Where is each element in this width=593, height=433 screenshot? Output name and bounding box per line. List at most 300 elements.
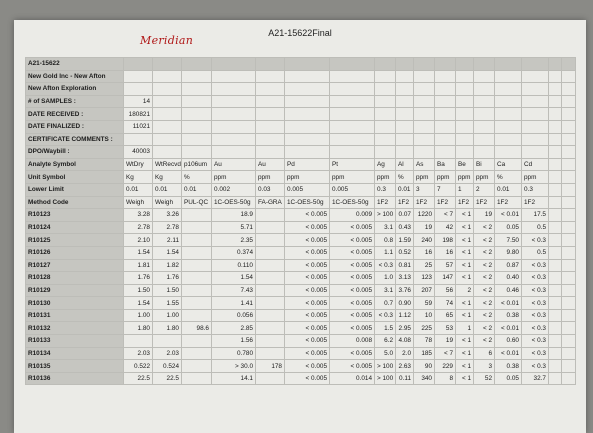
empty-cell: [549, 83, 562, 96]
result-cell: < 7: [435, 209, 456, 222]
result-cell: < 0.3: [375, 309, 396, 322]
result-cell: < 1: [456, 259, 474, 272]
result-cell: 1.00: [153, 309, 182, 322]
header-label: New Gold Inc - New Afton: [26, 70, 124, 83]
result-cell: < 1: [456, 309, 474, 322]
result-cell: 0.05: [495, 221, 522, 234]
empty-cell: [562, 284, 576, 297]
empty-cell: [456, 70, 474, 83]
result-cell: 1.0: [375, 272, 396, 285]
result-cell: 0.374: [212, 246, 256, 259]
empty-cell: [562, 108, 576, 121]
result-cell: < 0.005: [285, 209, 330, 222]
empty-cell: [375, 133, 396, 146]
empty-cell: [153, 83, 182, 96]
empty-cell: [522, 83, 549, 96]
result-cell: < 2: [474, 272, 495, 285]
result-cell: 2: [456, 284, 474, 297]
result-cell: 1.1: [375, 246, 396, 259]
result-cell: < 1: [456, 335, 474, 348]
empty-cell: [474, 83, 495, 96]
result-cell: 74: [435, 297, 456, 310]
sample-row: [26, 284, 576, 297]
empty-cell: [456, 133, 474, 146]
column-header-cell: 1C-OES-50g: [285, 196, 330, 209]
empty-cell: [522, 146, 549, 159]
empty-cell: [414, 70, 435, 83]
empty-cell: [414, 108, 435, 121]
empty-cell: [375, 95, 396, 108]
empty-cell: [562, 120, 576, 133]
column-header-cell: Al: [396, 158, 414, 171]
empty-cell: [562, 209, 576, 222]
empty-cell: [549, 146, 562, 159]
result-cell: 1.80: [124, 322, 153, 335]
empty-cell: [435, 83, 456, 96]
sample-row: [26, 297, 576, 310]
empty-cell: [549, 133, 562, 146]
result-cell: 1.41: [212, 297, 256, 310]
empty-cell: [522, 133, 549, 146]
header-info-row: [26, 133, 576, 146]
empty-cell: [330, 70, 375, 83]
column-header-cell: WtDry: [124, 158, 153, 171]
empty-cell: [549, 221, 562, 234]
result-cell: < 0.3: [522, 297, 549, 310]
result-cell: [182, 259, 212, 272]
empty-cell: [212, 70, 256, 83]
result-cell: < 1: [456, 347, 474, 360]
empty-cell: [435, 95, 456, 108]
empty-cell: [562, 70, 576, 83]
result-cell: 0.5: [522, 246, 549, 259]
empty-cell: [212, 108, 256, 121]
column-header-cell: 0.002: [212, 183, 256, 196]
empty-cell: [182, 133, 212, 146]
result-cell: 1.00: [124, 309, 153, 322]
result-cell: 98.6: [182, 322, 212, 335]
result-cell: [182, 297, 212, 310]
result-cell: 0.60: [495, 335, 522, 348]
result-cell: 7.50: [495, 234, 522, 247]
sample-id: R10136: [26, 372, 124, 385]
empty-cell: [549, 209, 562, 222]
result-cell: 3.28: [124, 209, 153, 222]
empty-cell: [549, 372, 562, 385]
column-header-cell: 1F2: [456, 196, 474, 209]
result-cell: 178: [256, 360, 285, 373]
empty-cell: [562, 335, 576, 348]
result-cell: [182, 335, 212, 348]
result-cell: 56: [435, 284, 456, 297]
result-cell: 7.43: [212, 284, 256, 297]
result-cell: 0.05: [495, 372, 522, 385]
sample-id: R10126: [26, 246, 124, 259]
result-cell: < 0.01: [495, 297, 522, 310]
result-cell: [182, 372, 212, 385]
result-cell: 198: [435, 234, 456, 247]
result-cell: 59: [414, 297, 435, 310]
result-cell: [256, 259, 285, 272]
result-cell: [153, 335, 182, 348]
column-header-cell: ppm: [330, 171, 375, 184]
empty-cell: [182, 70, 212, 83]
result-cell: < 0.01: [495, 322, 522, 335]
header-value: 14: [124, 95, 153, 108]
result-cell: 2.78: [153, 221, 182, 234]
result-cell: 340: [414, 372, 435, 385]
result-cell: [182, 309, 212, 322]
result-cell: 0.008: [330, 335, 375, 348]
column-header-cell: Kg: [124, 171, 153, 184]
result-cell: < 7: [435, 347, 456, 360]
sample-id: R10131: [26, 309, 124, 322]
result-cell: < 0.005: [330, 259, 375, 272]
result-cell: < 0.005: [285, 347, 330, 360]
empty-cell: [414, 146, 435, 159]
empty-cell: [522, 108, 549, 121]
empty-cell: [522, 58, 549, 71]
column-header-cell: ppm: [456, 171, 474, 184]
empty-cell: [495, 146, 522, 159]
empty-cell: [474, 146, 495, 159]
result-cell: < 0.005: [285, 259, 330, 272]
empty-cell: [474, 70, 495, 83]
column-header-cell: FA-GRA: [256, 196, 285, 209]
result-cell: 3.1: [375, 221, 396, 234]
result-cell: < 1: [456, 272, 474, 285]
empty-cell: [153, 133, 182, 146]
result-cell: [256, 297, 285, 310]
empty-cell: [562, 360, 576, 373]
empty-cell: [330, 133, 375, 146]
result-cell: < 1: [456, 246, 474, 259]
empty-cell: [153, 58, 182, 71]
column-header-cell: p106um: [182, 158, 212, 171]
empty-cell: [212, 146, 256, 159]
sample-row: [26, 259, 576, 272]
column-header-cell: Ag: [375, 158, 396, 171]
result-cell: 0.780: [212, 347, 256, 360]
empty-cell: [456, 108, 474, 121]
empty-cell: [522, 120, 549, 133]
column-header-cell: Au: [256, 158, 285, 171]
header-label: DATE RECEIVED :: [26, 108, 124, 121]
empty-cell: [549, 360, 562, 373]
result-cell: < 0.005: [285, 360, 330, 373]
empty-cell: [182, 146, 212, 159]
column-header-cell: PUL-QC: [182, 196, 212, 209]
result-cell: 1220: [414, 209, 435, 222]
sample-id: R10124: [26, 221, 124, 234]
result-cell: < 0.005: [285, 322, 330, 335]
result-cell: 42: [435, 221, 456, 234]
empty-cell: [549, 284, 562, 297]
result-cell: [182, 221, 212, 234]
result-cell: 1.59: [396, 234, 414, 247]
header-value: 180821: [124, 108, 153, 121]
empty-cell: [435, 133, 456, 146]
empty-cell: [456, 95, 474, 108]
result-cell: 32.7: [522, 372, 549, 385]
result-cell: 22.5: [124, 372, 153, 385]
result-cell: 123: [414, 272, 435, 285]
empty-cell: [182, 83, 212, 96]
empty-cell: [256, 146, 285, 159]
result-cell: 1.81: [124, 259, 153, 272]
result-cell: < 1: [456, 360, 474, 373]
empty-cell: [256, 58, 285, 71]
result-cell: 3.1: [375, 284, 396, 297]
result-cell: [256, 372, 285, 385]
empty-cell: [153, 146, 182, 159]
column-header-cell: Bi: [474, 158, 495, 171]
empty-cell: [414, 95, 435, 108]
empty-cell: [330, 146, 375, 159]
result-cell: 1.54: [212, 272, 256, 285]
result-cell: 65: [435, 309, 456, 322]
column-header-cell: WtRecvd: [153, 158, 182, 171]
result-cell: < 0.005: [285, 234, 330, 247]
empty-cell: [549, 335, 562, 348]
result-cell: 1.80: [153, 322, 182, 335]
sample-id: R10135: [26, 360, 124, 373]
column-header-cell: Au: [212, 158, 256, 171]
result-cell: < 0.005: [330, 309, 375, 322]
result-cell: 0.009: [330, 209, 375, 222]
result-cell: > 100: [375, 360, 396, 373]
result-cell: 19: [414, 221, 435, 234]
empty-cell: [495, 120, 522, 133]
result-cell: 17.5: [522, 209, 549, 222]
result-cell: 0.87: [495, 259, 522, 272]
header-label: CERTIFICATE COMMENTS :: [26, 133, 124, 146]
empty-cell: [562, 347, 576, 360]
empty-cell: [549, 234, 562, 247]
result-cell: 2.10: [124, 234, 153, 247]
assay-results-table: [25, 57, 576, 385]
result-cell: 6: [474, 347, 495, 360]
empty-cell: [562, 309, 576, 322]
result-cell: 19: [435, 335, 456, 348]
empty-cell: [396, 108, 414, 121]
column-header-cell: Ca: [495, 158, 522, 171]
column-header-cell: 0.3: [375, 183, 396, 196]
result-cell: 1.55: [153, 297, 182, 310]
empty-cell: [285, 95, 330, 108]
empty-cell: [562, 171, 576, 184]
empty-cell: [396, 146, 414, 159]
sample-row: [26, 246, 576, 259]
column-header-cell: Weigh: [124, 196, 153, 209]
column-header-cell: 1F2: [474, 196, 495, 209]
result-cell: 2.78: [124, 221, 153, 234]
result-cell: < 0.005: [330, 347, 375, 360]
result-cell: 0.522: [124, 360, 153, 373]
result-cell: 90: [414, 360, 435, 373]
empty-cell: [330, 120, 375, 133]
empty-cell: [375, 70, 396, 83]
column-header-cell: 2: [474, 183, 495, 196]
result-cell: < 0.3: [522, 259, 549, 272]
column-header-cell: ppm: [414, 171, 435, 184]
result-cell: < 0.005: [330, 272, 375, 285]
result-cell: 19: [474, 209, 495, 222]
result-cell: < 1: [456, 209, 474, 222]
empty-cell: [153, 70, 182, 83]
result-cell: > 30.0: [212, 360, 256, 373]
result-cell: [256, 347, 285, 360]
empty-cell: [414, 120, 435, 133]
result-cell: 0.40: [495, 272, 522, 285]
empty-cell: [549, 158, 562, 171]
column-header-cell: Cd: [522, 158, 549, 171]
column-header-cell: 0.01: [396, 183, 414, 196]
result-cell: < 0.005: [285, 221, 330, 234]
sample-row: [26, 322, 576, 335]
empty-cell: [285, 108, 330, 121]
result-cell: [256, 272, 285, 285]
empty-cell: [549, 120, 562, 133]
result-cell: 0.7: [375, 297, 396, 310]
result-cell: [256, 209, 285, 222]
empty-cell: [522, 95, 549, 108]
column-header-cell: 0.01: [495, 183, 522, 196]
result-cell: < 0.005: [330, 221, 375, 234]
column-header-cell: 1F2: [495, 196, 522, 209]
result-cell: [256, 234, 285, 247]
empty-cell: [396, 58, 414, 71]
result-cell: < 0.3: [522, 335, 549, 348]
result-cell: 2.11: [153, 234, 182, 247]
sample-row: [26, 347, 576, 360]
result-cell: < 2: [474, 284, 495, 297]
column-header-cell: 1F2: [435, 196, 456, 209]
result-cell: 8: [435, 372, 456, 385]
empty-cell: [212, 83, 256, 96]
empty-cell: [435, 108, 456, 121]
result-cell: 0.81: [396, 259, 414, 272]
result-cell: 0.43: [396, 221, 414, 234]
result-cell: < 0.3: [375, 259, 396, 272]
empty-cell: [285, 133, 330, 146]
result-cell: 10: [414, 309, 435, 322]
result-cell: < 0.3: [522, 322, 549, 335]
empty-cell: [562, 196, 576, 209]
result-cell: 0.46: [495, 284, 522, 297]
result-cell: < 0.005: [330, 284, 375, 297]
empty-cell: [495, 83, 522, 96]
result-cell: 52: [474, 372, 495, 385]
sample-row: [26, 360, 576, 373]
result-cell: 3: [474, 360, 495, 373]
empty-cell: [396, 95, 414, 108]
empty-cell: [182, 108, 212, 121]
empty-cell: [549, 95, 562, 108]
empty-cell: [549, 246, 562, 259]
header-value: [124, 70, 153, 83]
result-cell: < 0.005: [285, 335, 330, 348]
empty-cell: [256, 70, 285, 83]
result-cell: [182, 347, 212, 360]
header-value: [124, 58, 153, 71]
result-cell: 1.54: [124, 246, 153, 259]
result-cell: 3.26: [153, 209, 182, 222]
empty-cell: [182, 95, 212, 108]
sample-id: R10127: [26, 259, 124, 272]
column-header-cell: 0.01: [182, 183, 212, 196]
empty-cell: [562, 58, 576, 71]
result-cell: < 0.005: [330, 234, 375, 247]
result-cell: 0.8: [375, 234, 396, 247]
empty-cell: [549, 322, 562, 335]
header-info-row: [26, 108, 576, 121]
empty-cell: [330, 108, 375, 121]
result-cell: 78: [414, 335, 435, 348]
sample-id: R10125: [26, 234, 124, 247]
column-header-cell: ppm: [435, 171, 456, 184]
result-cell: 16: [414, 246, 435, 259]
result-cell: 2.85: [212, 322, 256, 335]
result-cell: 1.76: [153, 272, 182, 285]
analyte-row: [26, 158, 576, 171]
empty-cell: [285, 146, 330, 159]
empty-cell: [549, 58, 562, 71]
column-header-cell: 3: [414, 183, 435, 196]
empty-cell: [212, 133, 256, 146]
sample-row: [26, 335, 576, 348]
sample-row: [26, 309, 576, 322]
result-cell: 0.524: [153, 360, 182, 373]
header-label: # of SAMPLES :: [26, 95, 124, 108]
empty-cell: [153, 120, 182, 133]
result-cell: < 2: [474, 322, 495, 335]
result-cell: 9.80: [495, 246, 522, 259]
result-cell: [182, 246, 212, 259]
result-cell: 6.2: [375, 335, 396, 348]
result-cell: 229: [435, 360, 456, 373]
empty-cell: [330, 58, 375, 71]
result-cell: < 0.3: [522, 272, 549, 285]
result-cell: 18.9: [212, 209, 256, 222]
empty-cell: [549, 309, 562, 322]
result-cell: 1.82: [153, 259, 182, 272]
empty-cell: [182, 58, 212, 71]
result-cell: < 2: [474, 246, 495, 259]
header-info-row: [26, 70, 576, 83]
column-header-cell: Pd: [285, 158, 330, 171]
empty-cell: [549, 171, 562, 184]
empty-cell: [549, 196, 562, 209]
empty-cell: [212, 120, 256, 133]
empty-cell: [474, 120, 495, 133]
empty-cell: [396, 120, 414, 133]
empty-cell: [474, 58, 495, 71]
result-cell: < 0.3: [522, 309, 549, 322]
result-cell: 5.71: [212, 221, 256, 234]
column-header-cell: %: [495, 171, 522, 184]
column-header-cell: %: [182, 171, 212, 184]
result-cell: < 0.005: [330, 322, 375, 335]
result-cell: [124, 335, 153, 348]
result-cell: < 0.3: [522, 234, 549, 247]
empty-cell: [549, 272, 562, 285]
result-cell: [256, 322, 285, 335]
empty-cell: [562, 234, 576, 247]
empty-cell: [474, 133, 495, 146]
column-header-cell: 1F2: [414, 196, 435, 209]
result-cell: 14.1: [212, 372, 256, 385]
